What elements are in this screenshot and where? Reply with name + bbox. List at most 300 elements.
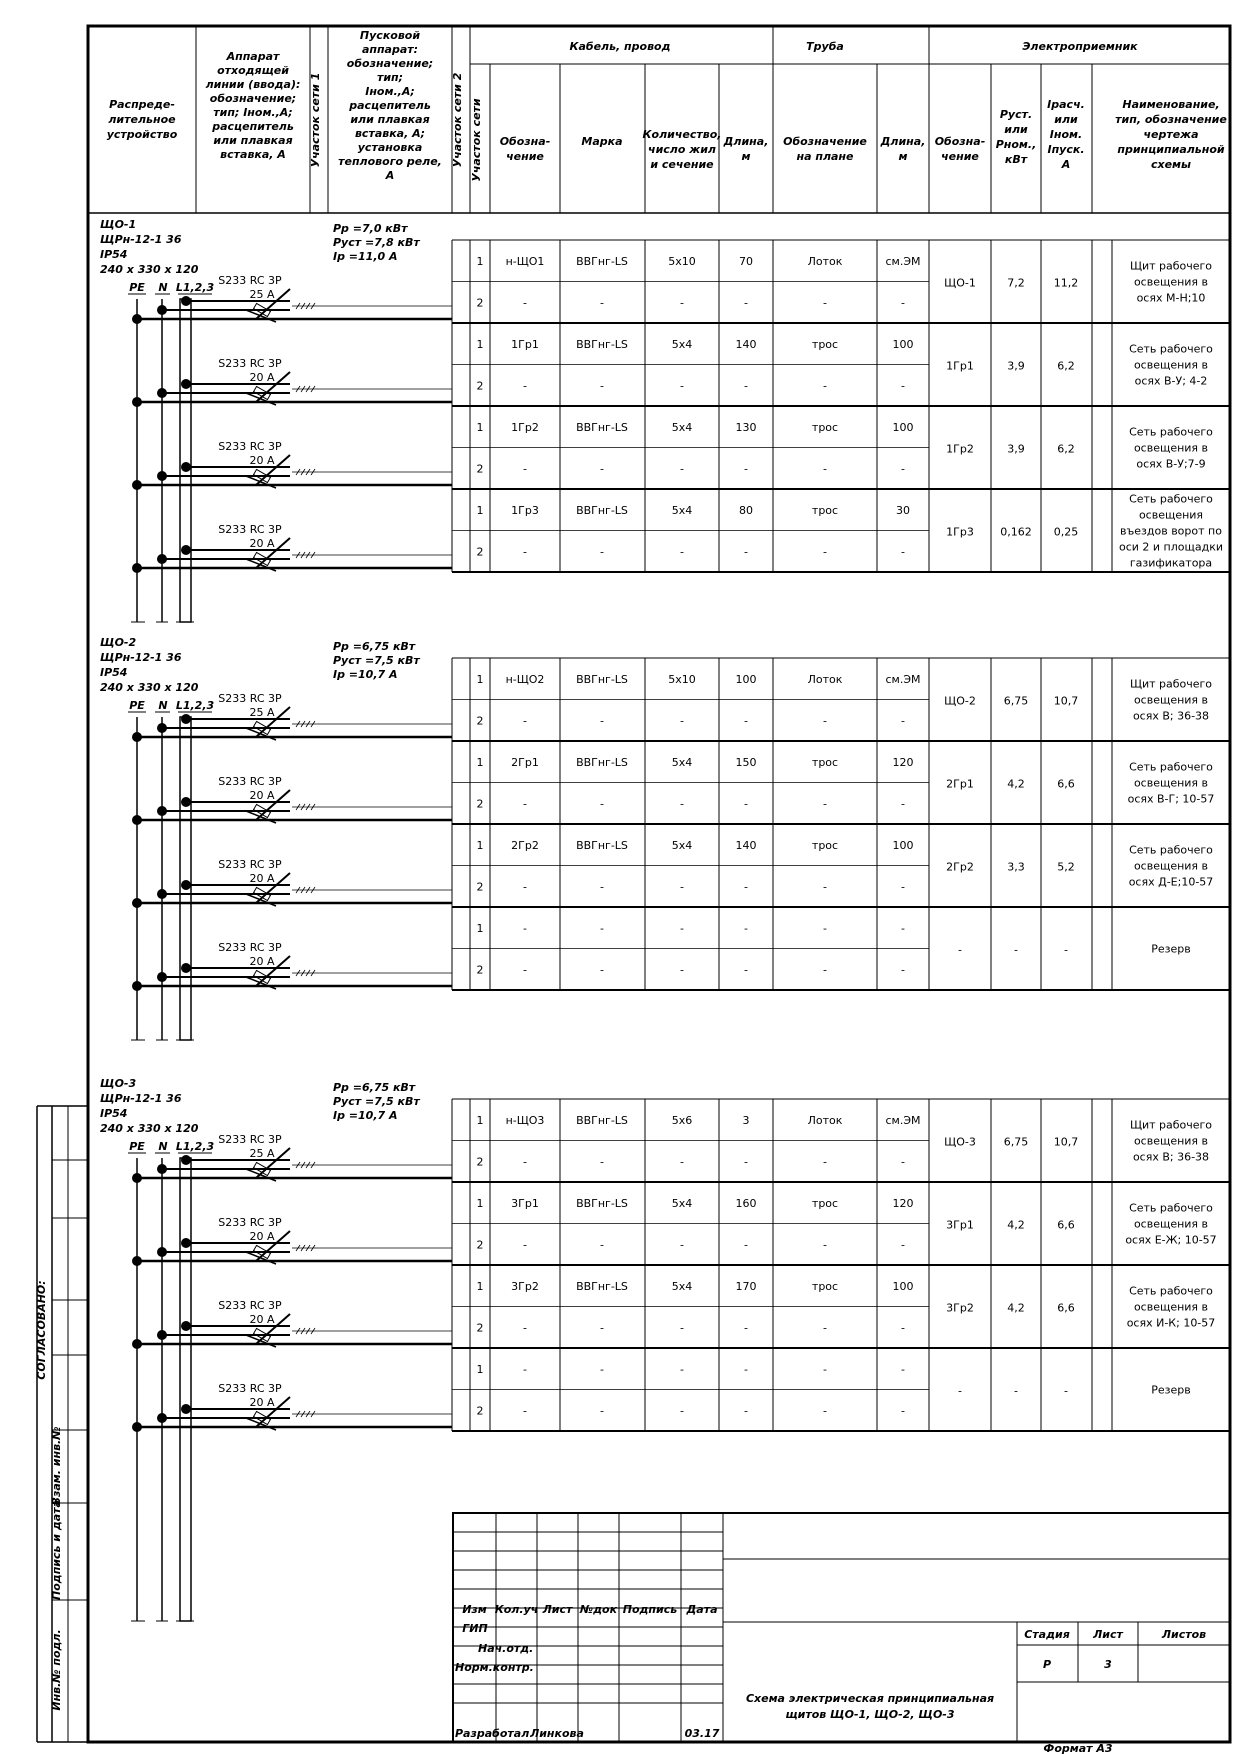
receiver-designation: 3Гр2 [946,1301,974,1315]
connection-dot [132,1256,142,1266]
receiver-name: Сеть рабочего [1129,1201,1213,1215]
row-number: 1 [476,673,484,686]
receiver-designation: - [958,943,962,957]
receiver-power: - [1014,943,1018,957]
panel-info: IP54 [100,1107,128,1120]
panel-power: Руст =7,5 кВт [333,654,420,667]
cable-brand: ВВГнг-LS [576,756,628,769]
connection-dot [181,714,191,724]
connection-dot [132,815,142,825]
breaker-type: S233 RC 3P [218,1133,282,1146]
receiver-name: Щит рабочего [1129,1118,1213,1132]
receiver-designation: ЩО-1 [944,276,976,290]
empty-dash: - [901,1238,905,1252]
empty-dash: - [600,296,604,310]
stamp-column-label: Лист [542,1603,573,1616]
empty-dash: - [744,1404,748,1418]
phase-bus [180,1158,191,1621]
section-column-header: Участок сети [470,98,483,182]
receiver-name: осях Е-Ж; 10-57 [1125,1233,1217,1247]
drawing-title: Схема электрическая принципиальная [745,1692,995,1705]
empty-dash: - [744,1155,748,1169]
starter-column-header: тип; [376,71,404,84]
empty-dash: - [680,797,684,811]
empty-dash: - [823,714,827,728]
apparatus-column-header: линии (ввода): [205,78,301,91]
row-number: 1 [476,1363,484,1376]
cable-length: - [744,1363,748,1376]
cable-length: 130 [735,421,757,434]
device-column-header: лительное [108,113,176,126]
panel-info: ЩРн-12-1 36 [100,651,182,664]
connection-dot [157,471,167,481]
empty-dash: - [523,963,527,977]
empty-dash: - [680,296,684,310]
cable-cores: 5x10 [668,255,696,268]
row-number: 2 [476,1404,484,1418]
panel-power: Рр =6,75 кВт [333,640,416,653]
empty-dash: - [823,1238,827,1252]
pipe-designation-header: на плане [796,150,854,163]
device-column-header: устройство [106,128,178,141]
empty-dash: - [901,714,905,728]
empty-dash: - [901,545,905,559]
starter-column-header: обозначение; [346,57,434,70]
panel-info: 240 x 330 x 120 [100,263,199,276]
cable-brand: ВВГнг-LS [576,504,628,517]
connection-dot [181,296,191,306]
row-number: 2 [476,1321,484,1335]
receiver-name: Резерв [1151,942,1191,956]
receiver-group-header: Электроприемник [1022,40,1138,53]
empty-dash: - [901,296,905,310]
cable-length: 3 [742,1114,750,1127]
breaker-type: S233 RC 3P [218,1216,282,1229]
connection-dot [157,723,167,733]
cable-length: 70 [739,255,753,268]
starter-column-header: Пусковой [359,29,421,42]
connection-dot [132,732,142,742]
connection-dot [132,898,142,908]
receiver-current: 6,6 [1057,1218,1075,1232]
receiver-name: осях В; 36-38 [1132,709,1210,723]
connection-dot [132,397,142,407]
receiver-name: осях М-Н;10 [1136,291,1206,305]
row-number: 2 [476,1238,484,1252]
cable-designation: - [523,1363,527,1376]
cable-cores: 5x4 [671,1280,693,1293]
breaker-type: S233 RC 3P [218,274,282,287]
receiver-current: 6,2 [1057,442,1075,456]
row-number: 1 [476,756,484,769]
cable-designation: 3Гр1 [511,1197,539,1210]
breaker-rating: 25 A [249,1147,275,1160]
cable-brand: ВВГнг-LS [576,1114,628,1127]
cable-designation: 3Гр2 [511,1280,539,1293]
cable-length: 140 [735,839,757,852]
breaker-rating: 20 A [249,955,275,968]
cable-group-header: Кабель, провод [569,40,671,53]
row-number: 2 [476,379,484,393]
connection-dot [157,1247,167,1257]
empty-dash: - [600,1321,604,1335]
panel-info: IP54 [100,666,128,679]
connection-dot [181,797,191,807]
breaker-rating: 20 A [249,1313,275,1326]
receiver-current: 6,6 [1057,777,1075,791]
empty-dash: - [823,462,827,476]
pipe-type: трос [811,756,839,769]
receiver-name: осях В; 36-38 [1132,1150,1210,1164]
empty-dash: - [744,462,748,476]
starter-column-header: расцепитель [349,99,431,112]
empty-dash: - [600,1238,604,1252]
empty-dash: - [823,1404,827,1418]
row-number: 1 [476,338,484,351]
receiver-current: 11,2 [1053,276,1079,290]
receiver-name: Сеть рабочего [1129,492,1213,506]
empty-dash: - [901,963,905,977]
starter-column-header: установка [357,141,423,154]
empty-dash: - [523,1404,527,1418]
panel-power: Рр =7,0 кВт [333,222,408,235]
panel-info: 240 x 330 x 120 [100,681,199,694]
cable-designation-header: чение [506,150,544,163]
row-number: 2 [476,462,484,476]
breaker-type: S233 RC 3P [218,1299,282,1312]
receiver-designation: - [958,1384,962,1398]
cable-designation: н-ЩО2 [505,673,545,686]
empty-dash: - [901,1404,905,1418]
starter-column-header: или плавкая [350,113,430,126]
empty-dash: - [823,1155,827,1169]
receiver-name: Резерв [1151,1383,1191,1397]
receiver-name: освещения [1138,508,1204,522]
phase-bus [180,299,191,622]
starter-column-header: аппарат: [361,43,419,56]
current-header: Iном. [1049,128,1083,141]
panel-power: Iр =10,7 А [333,668,398,681]
empty-dash: - [523,714,527,728]
receiver-name: освещения в [1133,358,1209,372]
receiver-name: осях В-Г; 10-57 [1127,792,1215,806]
receiver-current: 6,6 [1057,1301,1075,1315]
receiver-name: освещения в [1133,1217,1209,1231]
panel-power: Руст =7,8 кВт [333,236,420,249]
panel-power: Рр =6,75 кВт [333,1081,416,1094]
breaker-rating: 25 A [249,288,275,301]
receiver-current: 5,2 [1057,860,1075,874]
pipe-length: 100 [892,338,914,351]
receiver-power: 3,3 [1007,860,1025,874]
pipe-type: трос [811,421,839,434]
empty-dash: - [680,1404,684,1418]
receiver-name: осях В-У; 4-2 [1134,374,1208,388]
receiver-designation: 2Гр2 [946,860,974,874]
cable-length: 140 [735,338,757,351]
empty-dash: - [823,797,827,811]
empty-dash: - [680,714,684,728]
cable-cores: 5x4 [671,1197,693,1210]
stamp-column-label: Изм [462,1603,487,1616]
breaker-type: S233 RC 3P [218,692,282,705]
connection-dot [157,1330,167,1340]
cable-designation: 1Гр1 [511,338,539,351]
pipe-type: трос [811,1197,839,1210]
empty-dash: - [680,1321,684,1335]
cable-designation: 1Гр3 [511,504,539,517]
breaker-type: S233 RC 3P [218,440,282,453]
cable-brand-header: Марка [581,135,623,148]
apparatus-column-header: Аппарат [226,50,280,63]
receiver-current: 10,7 [1053,1135,1079,1149]
connection-dot [132,563,142,573]
row-number: 2 [476,797,484,811]
row-number: 2 [476,963,484,977]
empty-dash: - [901,797,905,811]
pipe-type: - [823,922,827,935]
format-label: Формат А3 [1043,1742,1113,1754]
receiver-power: 4,2 [1007,1301,1025,1315]
connection-dot [157,889,167,899]
pipe-group-header: Труба [806,40,844,53]
empty-dash: - [680,963,684,977]
receiver-power: 3,9 [1007,359,1025,373]
panel-info: ЩО-2 [100,636,137,649]
row-number: 1 [476,1197,484,1210]
connection-dot [132,981,142,991]
empty-dash: - [823,379,827,393]
apparatus-column-header: расцепитель [212,120,294,133]
cable-brand: ВВГнг-LS [576,673,628,686]
row-number: 1 [476,504,484,517]
pipe-type: трос [811,338,839,351]
row-number: 2 [476,880,484,894]
apparatus-column-header: обозначение; [209,92,297,105]
cable-brand: ВВГнг-LS [576,839,628,852]
power-header: Руст. [999,108,1033,121]
empty-dash: - [523,379,527,393]
cable-cores: 5x4 [671,756,693,769]
pipe-length: 120 [892,1197,914,1210]
current-header: Iрасч. [1047,98,1085,111]
receiver-name: Сеть рабочего [1129,342,1213,356]
empty-dash: - [680,462,684,476]
breaker-rating: 20 A [249,789,275,802]
pipe-length: - [901,922,905,935]
receiver-name: освещения в [1133,441,1209,455]
name-header: чертежа [1143,128,1199,141]
receiver-name: осях Д-Е;10-57 [1128,875,1214,889]
row-number: 2 [476,714,484,728]
panel-info: ЩРн-12-1 36 [100,233,182,246]
receiver-name: Сеть рабочего [1129,760,1213,774]
cable-cores: 5x4 [671,504,693,517]
apparatus-column-header: отходящей [217,64,289,77]
receiver-designation-header: чение [941,150,979,163]
pipe-type: трос [811,839,839,852]
breaker-rating: 20 A [249,872,275,885]
current-header: Iпуск. [1047,143,1085,156]
empty-dash: - [744,296,748,310]
cable-length-header: Длина, [723,135,769,148]
breaker-type: S233 RC 3P [218,858,282,871]
bus-n-label: N [158,699,168,712]
empty-dash: - [523,545,527,559]
cable-designation: 1Гр2 [511,421,539,434]
receiver-current: - [1064,943,1068,957]
bus-pe-label: PE [129,699,145,712]
drawing-title: щитов ЩО-1, ЩО-2, ЩО-3 [785,1708,955,1721]
agreed-label: СОГЛАСОВАНО: [35,1280,48,1380]
row-number: 1 [476,922,484,935]
bus-pe-label: PE [129,1140,145,1153]
empty-dash: - [600,963,604,977]
receiver-name: въездов ворот по [1120,524,1222,538]
empty-dash: - [600,797,604,811]
panel-power: Iр =11,0 А [333,250,398,263]
empty-dash: - [744,797,748,811]
receiver-name: освещения в [1133,275,1209,289]
panel-power: Iр =10,7 А [333,1109,398,1122]
cable-cores: - [680,1363,684,1376]
stamp-column-label: Дата [686,1603,718,1616]
empty-dash: - [680,1238,684,1252]
pipe-length-header: м [898,150,908,163]
cable-cores: 5x4 [671,421,693,434]
pipe-type: - [823,1363,827,1376]
empty-dash: - [523,296,527,310]
starter-column-header: теплового реле, [338,155,442,168]
receiver-power: - [1014,1384,1018,1398]
cable-brand: - [600,1363,604,1376]
name-header: тип, обозначение [1115,113,1227,126]
empty-dash: - [901,462,905,476]
row-number: 1 [476,1280,484,1293]
cable-designation: - [523,922,527,935]
connection-dot [181,963,191,973]
section1-column-header: Участок сети 1 [309,72,322,168]
receiver-name: освещения в [1133,776,1209,790]
empty-dash: - [744,963,748,977]
stage-label: Стадия [1024,1628,1070,1641]
receiver-current: 6,2 [1057,359,1075,373]
cable-brand: - [600,922,604,935]
pipe-type: трос [811,504,839,517]
panel-info: ЩО-1 [100,218,137,231]
cable-cores-header: Количество, [642,128,722,141]
empty-dash: - [680,379,684,393]
cable-length-header: м [741,150,751,163]
apparatus-column-header: тип; Iном.,А; [213,106,293,119]
receiver-name: Щит рабочего [1129,259,1213,273]
developer-name: Линкова [530,1727,584,1740]
pipe-length: - [901,1363,905,1376]
current-header: или [1054,113,1078,126]
cable-designation: 2Гр1 [511,756,539,769]
breaker-rating: 20 A [249,1396,275,1409]
receiver-name: газификатора [1129,556,1213,570]
pipe-length: 30 [896,504,910,517]
cable-designation: 2Гр2 [511,839,539,852]
apparatus-column-header: вставка, А [220,148,286,161]
pipe-length: см.ЭМ [885,673,921,686]
connection-dot [132,1339,142,1349]
cable-cores: 5x6 [671,1114,693,1127]
starter-column-header: вставка, А; [354,127,426,140]
connection-dot [157,305,167,315]
connection-dot [181,462,191,472]
device-column-header: Распреде- [109,98,175,111]
empty-dash: - [901,1321,905,1335]
empty-dash: - [523,880,527,894]
section2-column-header: Участок сети 2 [451,72,464,168]
breaker-type: S233 RC 3P [218,941,282,954]
empty-dash: - [901,379,905,393]
breaker-type: S233 RC 3P [218,775,282,788]
row-number: 1 [476,1114,484,1127]
empty-dash: - [600,880,604,894]
connection-dot [157,554,167,564]
empty-dash: - [600,379,604,393]
empty-dash: - [600,545,604,559]
receiver-power: 4,2 [1007,777,1025,791]
pipe-length: см.ЭМ [885,255,921,268]
receiver-name: освещения в [1133,693,1209,707]
empty-dash: - [680,1155,684,1169]
cable-length: 160 [735,1197,757,1210]
empty-dash: - [901,880,905,894]
connection-dot [181,545,191,555]
receiver-name: Сеть рабочего [1129,843,1213,857]
panel-info: ЩРн-12-1 36 [100,1092,182,1105]
connection-dot [157,388,167,398]
row-number: 1 [476,421,484,434]
breaker-rating: 25 A [249,706,275,719]
empty-dash: - [523,797,527,811]
panel-power: Руст =7,5 кВт [333,1095,420,1108]
pipe-length: 100 [892,839,914,852]
receiver-name: освещения в [1133,1300,1209,1314]
empty-dash: - [523,1238,527,1252]
name-header: схемы [1150,158,1192,171]
empty-dash: - [744,545,748,559]
receiver-designation: ЩО-2 [944,694,976,708]
sheet-label: Лист [1093,1628,1123,1641]
connection-dot [132,314,142,324]
stamp-column-label: Подпись [622,1603,678,1616]
breaker-rating: 20 A [249,1230,275,1243]
cable-length: 80 [739,504,753,517]
connection-dot [181,1321,191,1331]
receiver-name: Сеть рабочего [1129,425,1213,439]
receiver-power: 7,2 [1007,276,1025,290]
breaker-rating: 20 A [249,537,275,550]
current-header: А [1061,158,1071,171]
pipe-length-header: Длина, [880,135,926,148]
stamp-column-label: №док [579,1603,618,1616]
power-header: Рном., [995,138,1037,151]
empty-dash: - [523,462,527,476]
stamp-column-label: Кол.уч [494,1603,539,1616]
cable-designation: н-ЩО1 [505,255,545,268]
connection-dot [157,1413,167,1423]
receiver-name: освещения в [1133,859,1209,873]
cable-cores-header: и сечение [650,158,714,171]
receiver-power: 0,162 [1000,525,1032,539]
empty-dash: - [823,963,827,977]
bus-n-label: N [158,1140,168,1153]
